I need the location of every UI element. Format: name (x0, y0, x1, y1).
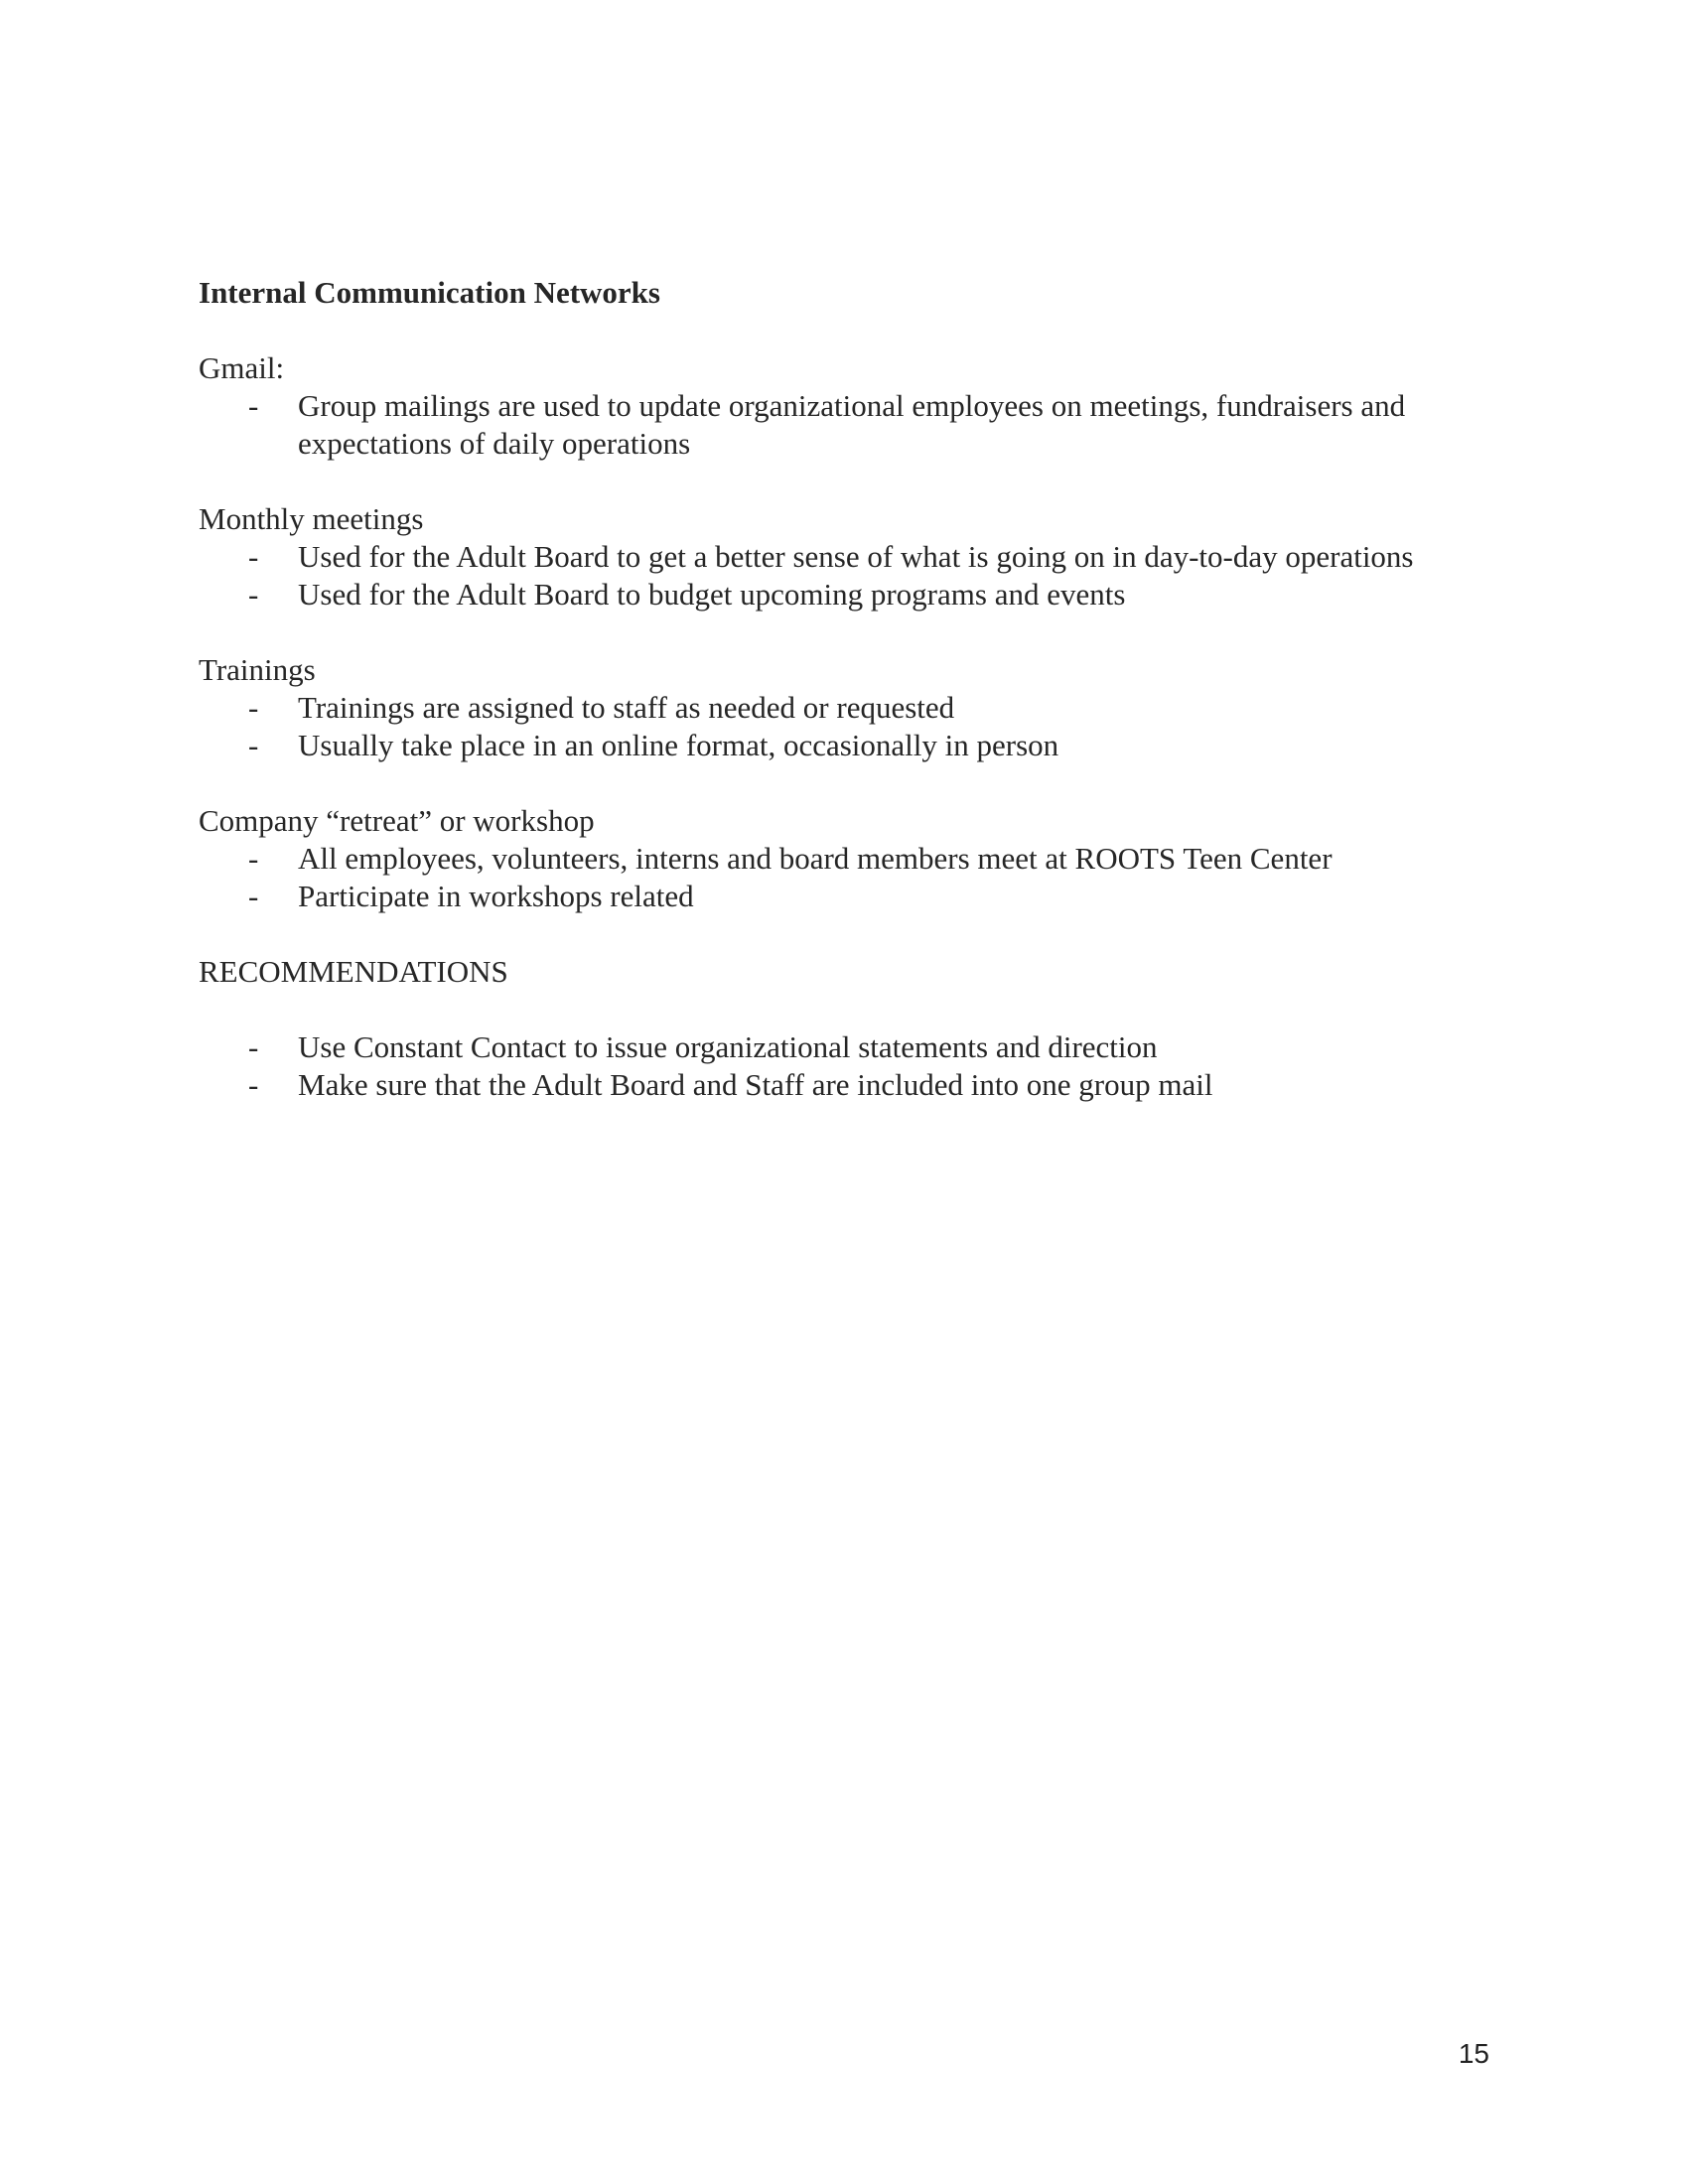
bullet-item (199, 878, 1489, 915)
bullet-dash: - (248, 1067, 259, 1102)
bullet-dash: - (248, 879, 259, 913)
section-gmail (199, 349, 1489, 463)
bullet-item (199, 1028, 1489, 1066)
bullet-item (199, 538, 1489, 576)
bullet-dash: - (248, 577, 259, 612)
bullet-dash: - (248, 1029, 259, 1064)
section-recommendations (199, 953, 1489, 1104)
bullet-list (199, 387, 1489, 463)
bullet-item (199, 387, 1489, 463)
bullet-dash: - (248, 841, 259, 876)
bullet-dash: - (248, 690, 259, 725)
section-company-retreat (199, 802, 1489, 915)
bullet-text: Use Constant Contact to issue organizational statements and direction (298, 1029, 1158, 1064)
page-number: 15 (1458, 2038, 1489, 2069)
bullet-text: Participate in workshops related (298, 879, 694, 913)
bullet-text: Used for the Adult Board to budget upcoming programs and events (298, 577, 1126, 612)
section-heading: Gmail: (199, 350, 285, 385)
bullet-text: Group mailings are used to update organizational employees on meetings, fundraisers and expectations of daily operations (298, 388, 1406, 461)
section-heading: Monthly meetings (199, 501, 424, 536)
section-heading: Trainings (199, 652, 316, 687)
spacer (199, 991, 1489, 1028)
section-trainings (199, 651, 1489, 764)
bullet-text: Trainings are assigned to staff as needed or requested (298, 690, 955, 725)
bullet-list (199, 1028, 1489, 1104)
bullet-item (199, 576, 1489, 614)
bullet-dash: - (248, 728, 259, 762)
section-monthly-meetings (199, 500, 1489, 614)
bullet-dash: - (248, 388, 259, 423)
bullet-text: Used for the Adult Board to get a better sense of what is going on in day-to-day operations (298, 539, 1414, 574)
bullet-dash: - (248, 539, 259, 574)
bullet-item (199, 727, 1489, 764)
page-content (199, 274, 1489, 1142)
document-title: Internal Communication Networks (199, 275, 660, 310)
bullet-text: Make sure that the Adult Board and Staff are included into one group mail (298, 1067, 1213, 1102)
bullet-list (199, 538, 1489, 614)
bullet-text: Usually take place in an online format, occasionally in person (298, 728, 1059, 762)
section-heading: RECOMMENDATIONS (199, 954, 508, 989)
bullet-item (199, 689, 1489, 727)
bullet-list (199, 840, 1489, 915)
bullet-item (199, 1066, 1489, 1104)
bullet-list (199, 689, 1489, 764)
bullet-text: All employees, volunteers, interns and board members meet at ROOTS Teen Center (298, 841, 1333, 876)
bullet-item (199, 840, 1489, 878)
section-heading: Company “retreat” or workshop (199, 803, 595, 838)
